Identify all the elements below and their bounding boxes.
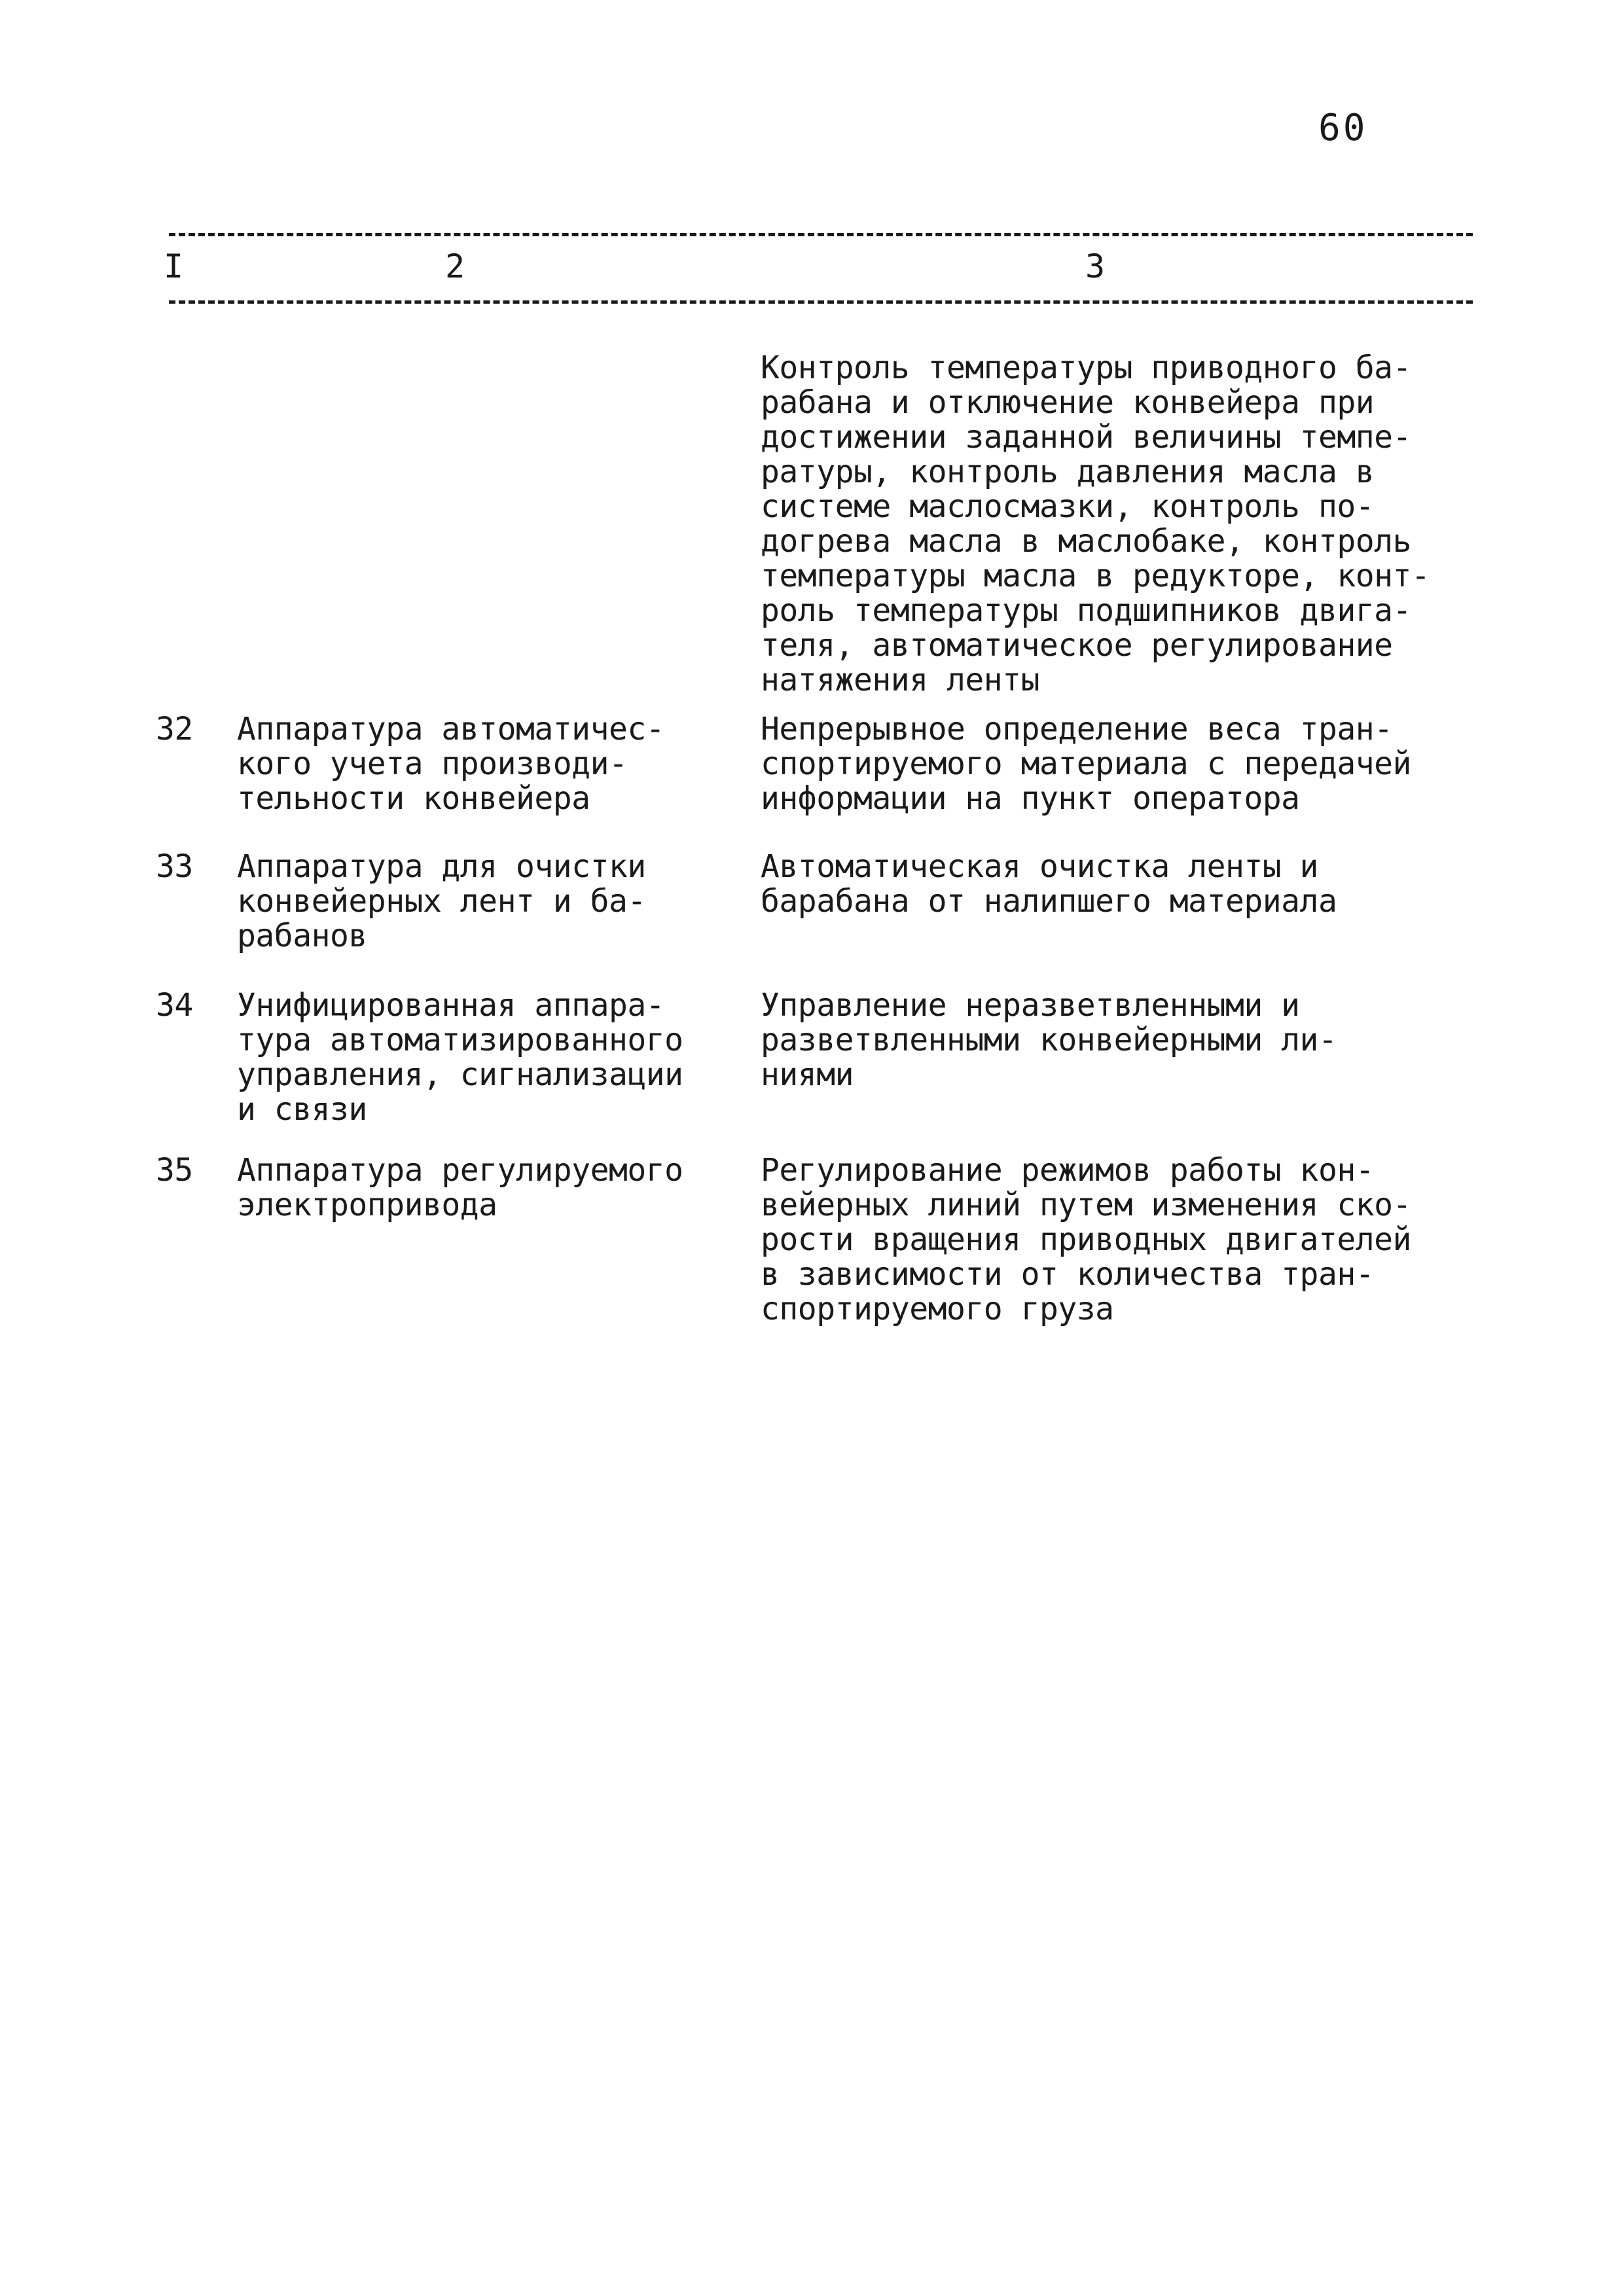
page-number: 60: [1318, 107, 1368, 149]
table-top-rule: [169, 233, 1473, 236]
table-header-bottom-rule: [169, 300, 1473, 304]
row-number: 32: [156, 711, 193, 747]
function-description: Контроль температуры приводного ба- рабана и отключение конвейера при достижении заданной величины темпе- ратуры, контроль давления масла в системе маслосмазки, контроль по- догрева масла в маслобаке, контроль температуры масла в редукторе, конт- роль температуры подшипников двига- теля, автоматическое регулирование натяжения ленты: [761, 350, 1430, 698]
row-number: 33: [156, 848, 193, 885]
equipment-name: Аппаратура автоматичес- кого учета производи- тельности конвейера: [237, 711, 665, 817]
equipment-name: Унифицированная аппара- тура автоматизированного управления, сигнализации и связи: [237, 987, 683, 1128]
row-number: 34: [156, 987, 193, 1024]
function-description: Автоматическая очистка ленты и барабана от налипшего материала: [761, 848, 1337, 920]
function-description: Регулирование режимов работы кон- вейерных линий путем изменения ско- рости вращения приводных двигателей в зависимости от количества тран- спортируемого груза: [761, 1152, 1411, 1327]
row-number: 35: [156, 1152, 193, 1189]
column-number-2: 2: [445, 247, 465, 285]
function-description: Управление неразветвленными и разветвленными конвейерными ли- ниями: [761, 987, 1337, 1093]
column-number-1: I: [164, 247, 184, 285]
equipment-name: Аппаратура для очистки конвейерных лент и ба- рабанов: [237, 848, 646, 954]
column-number-3: 3: [1085, 247, 1106, 285]
equipment-name: Аппаратура регулируемого электропривода: [237, 1152, 683, 1223]
function-description: Непрерывное определение веса тран- спортируемого материала с передачей информации на пункт оператора: [761, 711, 1411, 817]
